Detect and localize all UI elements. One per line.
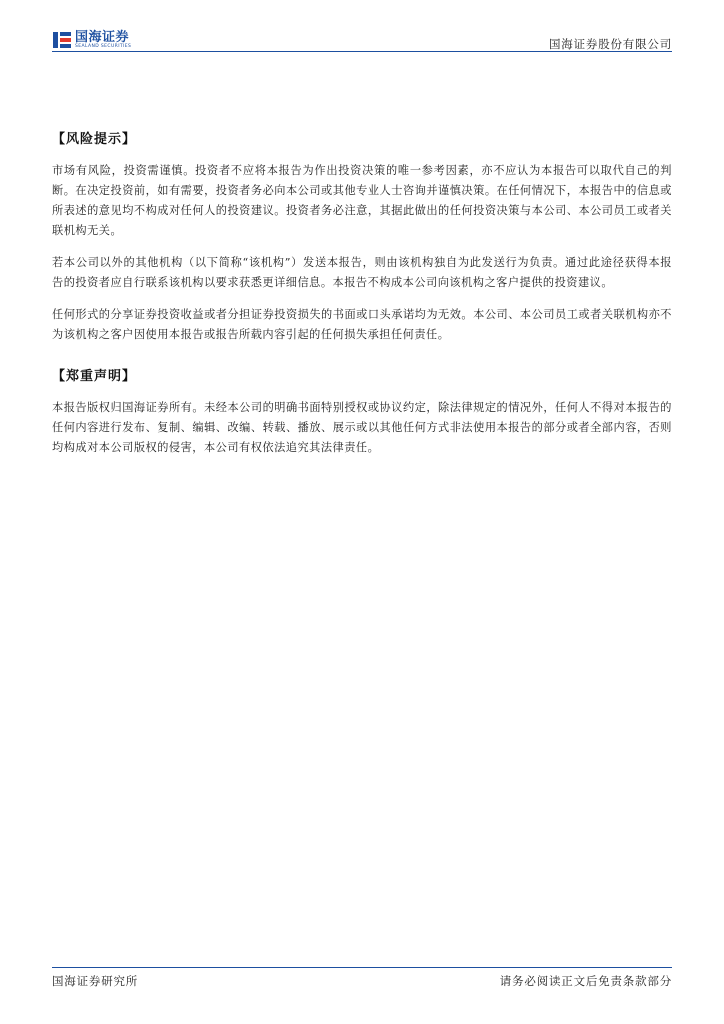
risk-paragraph: 若本公司以外的其他机构（以下简称“该机构”）发送本报告，则由该机构独自为此发送行为负责。通过此途径获得本报告的投资者应自行联系该机构以要求获悉更详细信息。本报告不构成本公司向该机构之客户提供的投资建议。: [52, 256, 672, 289]
footer-divider: [52, 967, 672, 968]
footer-institute-name: 国海证券研究所: [52, 974, 139, 988]
sealand-logo-icon: [52, 30, 72, 50]
statement-paragraph: 本报告版权归国海证券所有。未经本公司的明确书面特别授权或协议约定，除法律规定的情况外，任何人不得对本报告的任何内容进行发布、复制、编辑、改编、转载、播放、展示或以其他任何方式非法使用本报告的部分或者全部内容，否则均构成对本公司版权的侵害，本公司有权依法追究其法律责任。: [52, 401, 672, 454]
disclaimer-content: [52, 128, 672, 470]
risk-paragraph: 任何形式的分享证券投资收益或者分担证券投资损失的书面或口头承诺均为无效。本公司、本公司员工或者关联机构亦不为该机构之客户因使用本报告或报告所载内容引起的任何损失承担任何责任。: [52, 308, 672, 341]
logo-english-name: SEALAND SECURITIES: [75, 43, 132, 49]
section-title-risk-warning: 【风险提示】: [52, 132, 137, 147]
risk-warning-section: [52, 128, 672, 345]
footer-disclaimer-note: 请务必阅读正文后免责条款部分: [499, 974, 672, 988]
risk-paragraph: 市场有风险，投资需谨慎。投资者不应将本报告为作出投资决策的唯一参考因素，亦不应认为本报告可以取代自己的判断。在决定投资前，如有需要，投资者务必向本公司或其他专业人士咨询并谨慎决策。在任何情况下，本报告中的信息或所表述的意见均不构成对任何人的投资建议。投资者务必注意，其据此做出的任何投资决策与本公司、本公司员工或者关联机构无关。: [52, 164, 672, 237]
company-logo: [52, 30, 131, 50]
logo-chinese-name: 国海证券: [75, 29, 130, 45]
solemn-statement-section: [52, 365, 672, 458]
header-divider: [52, 51, 672, 52]
header-company-name: 国海证券股份有限公司: [549, 37, 672, 51]
section-title-solemn-statement: 【郑重声明】: [52, 369, 137, 384]
